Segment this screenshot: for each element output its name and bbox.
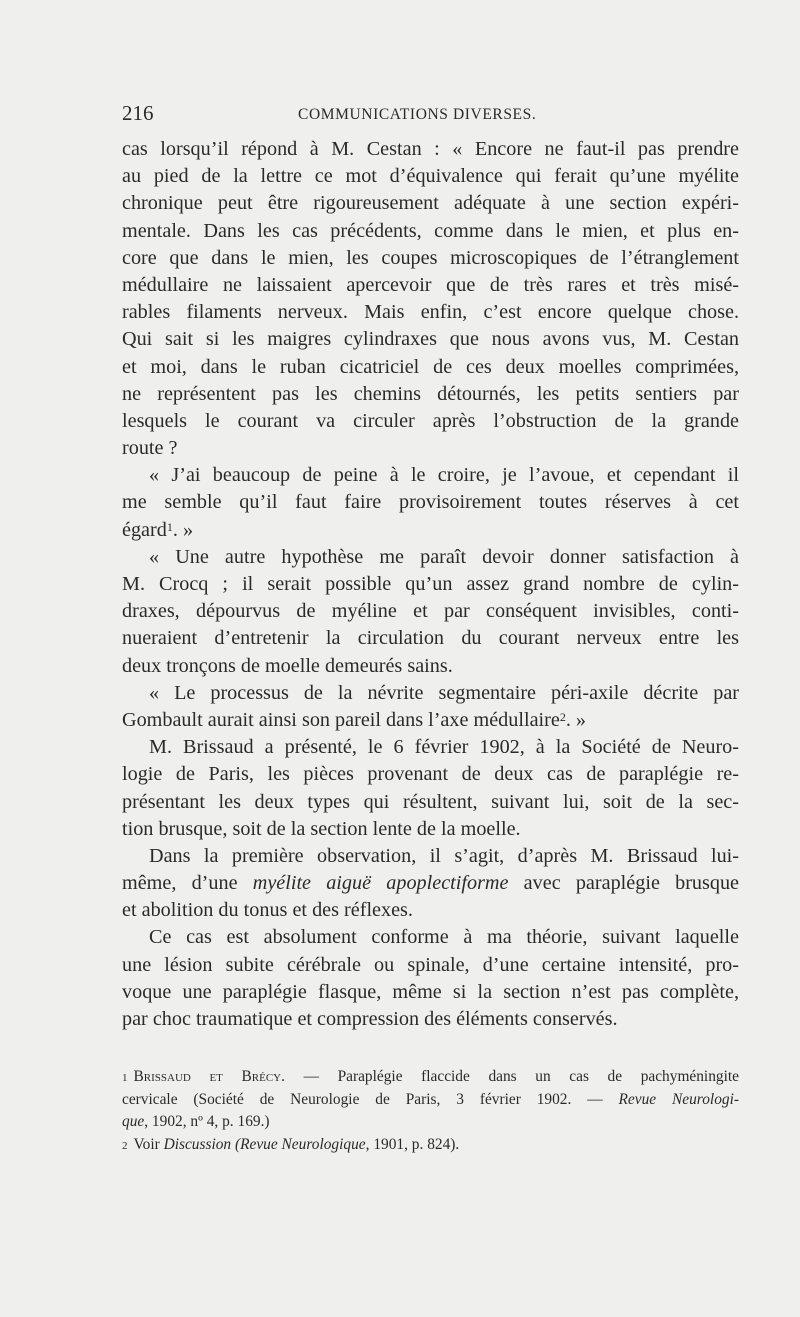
text-fragment: même, d’une bbox=[122, 872, 238, 895]
text-line: cas lorsqu’il répond à M. Cestan : « Encore ne faut-il pas prendre bbox=[122, 138, 739, 160]
footnotes bbox=[122, 1066, 739, 1156]
text-line: rables filaments nerveux. Mais enfin, c’est encore quelque chose. bbox=[122, 301, 739, 324]
text-line: et moi, dans le ruban cicatriciel de ces deux moelles comprimées, bbox=[122, 355, 739, 378]
text-line: Dans la première observation, il s’agit, d’après M. Brissaud lui- bbox=[149, 844, 739, 867]
journal-title: Revue Neurologi- bbox=[618, 1090, 739, 1108]
page-header bbox=[122, 101, 742, 131]
text-line: nueraient d’entretenir la circulation du courant nerveux entre les bbox=[122, 627, 739, 650]
footnote-author: Brissaud et Brécy. bbox=[133, 1068, 285, 1085]
text-fragment: égard bbox=[122, 518, 167, 541]
text-line: une lésion subite cérébrale ou spinale, d’une certaine intensité, pro- bbox=[122, 953, 739, 976]
text-line: chronique peut être rigoureusement adéquate à une section expéri- bbox=[122, 192, 739, 215]
journal-title: que bbox=[122, 1113, 145, 1130]
footnote-ref-2[interactable]: 2 bbox=[559, 709, 566, 724]
text-line: lesquels le courant va circuler après l’obstruction de la grande bbox=[122, 409, 739, 432]
footnote-number: 1 bbox=[122, 1072, 128, 1084]
text-line: présentant les deux types qui résultent, suivant lui, soit de la sec- bbox=[122, 790, 739, 813]
text-line: core que dans le mien, les coupes microscopiques de l’étranglement bbox=[122, 246, 739, 269]
text-line: tion brusque, soit de la section lente de la moelle. bbox=[122, 817, 521, 840]
text-line-with-ref bbox=[122, 707, 739, 734]
page-number: 216 bbox=[122, 101, 154, 125]
running-head: COMMUNICATIONS DIVERSES. bbox=[298, 106, 537, 123]
text-line: médullaire ne laissaient apercevoir que de très rares et très misé- bbox=[122, 273, 739, 296]
text-fragment: Voir bbox=[133, 1135, 164, 1153]
text-fragment: avec paraplégie brusque bbox=[508, 872, 739, 895]
journal-title: Discussion (Revue Neurologique bbox=[163, 1135, 366, 1153]
text-line: M. Crocq ; il serait possible qu’un assez grand nombre de cylin- bbox=[122, 573, 739, 595]
text-line: route ? bbox=[122, 437, 178, 460]
text-fragment: , 1902, nº 4, p. 169.) bbox=[144, 1113, 270, 1130]
body-text bbox=[122, 136, 739, 1033]
text-line: voque une paraplégie flasque, même si la section n’est pas complète, bbox=[122, 980, 739, 1003]
text-line: M. Brissaud a présenté, le 6 février 1902, à la Société de Neuro- bbox=[149, 736, 739, 759]
italic-term: myélite aiguë apoplectiforme bbox=[252, 872, 509, 895]
text-line: « J’ai beaucoup de peine à le croire, je l’avoue, et cependant il bbox=[149, 464, 739, 487]
text-line: par choc traumatique et compression des éléments conservés. bbox=[122, 1008, 618, 1030]
text-fragment: . » bbox=[172, 518, 194, 541]
text-line: au pied de la lettre ce mot d’équivalence qui ferait qu’une myélite bbox=[122, 165, 739, 188]
text-fragment: . » bbox=[565, 708, 587, 731]
text-line: deux tronçons de moelle demeurés sains. bbox=[122, 654, 453, 677]
text-line: ne représentent pas les chemins détournés, les petits sentiers par bbox=[122, 382, 739, 405]
text-line-with-ref bbox=[122, 517, 739, 544]
text-line: draxes, dépourvus de myéline et par conséquent invisibles, conti- bbox=[122, 600, 739, 623]
text-line-with-italic bbox=[122, 870, 739, 897]
text-line: logie de Paris, les pièces provenant de deux cas de paraplégie re- bbox=[122, 763, 739, 786]
footnote-1 bbox=[122, 1066, 739, 1089]
text-fragment: , 1901, p. 824). bbox=[365, 1135, 460, 1153]
footnote-1-line-2 bbox=[122, 1089, 739, 1112]
text-line: et abolition du tonus et des réflexes. bbox=[122, 899, 413, 922]
text-line: « Le processus de la névrite segmentaire péri-axile décrite par bbox=[149, 681, 739, 704]
text-fragment: — Paraplégie flaccide dans un cas de pachyméningite bbox=[284, 1068, 739, 1085]
text-line: « Une autre hypothèse me paraît devoir donner satisfaction à bbox=[149, 545, 739, 568]
text-fragment: cervicale (Société de Neurologie de Paris, 3 février 1902. — bbox=[122, 1090, 619, 1108]
footnote-number: 2 bbox=[122, 1139, 128, 1152]
footnote-1-line-3 bbox=[122, 1111, 739, 1134]
footnote-2 bbox=[122, 1134, 739, 1157]
text-fragment: Gombault aurait ainsi son pareil dans l’axe médullaire bbox=[122, 708, 560, 731]
text-line: mentale. Dans les cas précédents, comme dans le mien, et plus en- bbox=[122, 219, 739, 242]
footnote-ref-1[interactable]: 1 bbox=[166, 519, 173, 534]
text-line: Ce cas est absolument conforme à ma théorie, suivant laquelle bbox=[149, 926, 739, 949]
text-line: me semble qu’il faut faire provisoirement toutes réserves à cet bbox=[122, 491, 739, 514]
text-line: Qui sait si les maigres cylindraxes que nous avons vus, M. Cestan bbox=[122, 328, 739, 351]
